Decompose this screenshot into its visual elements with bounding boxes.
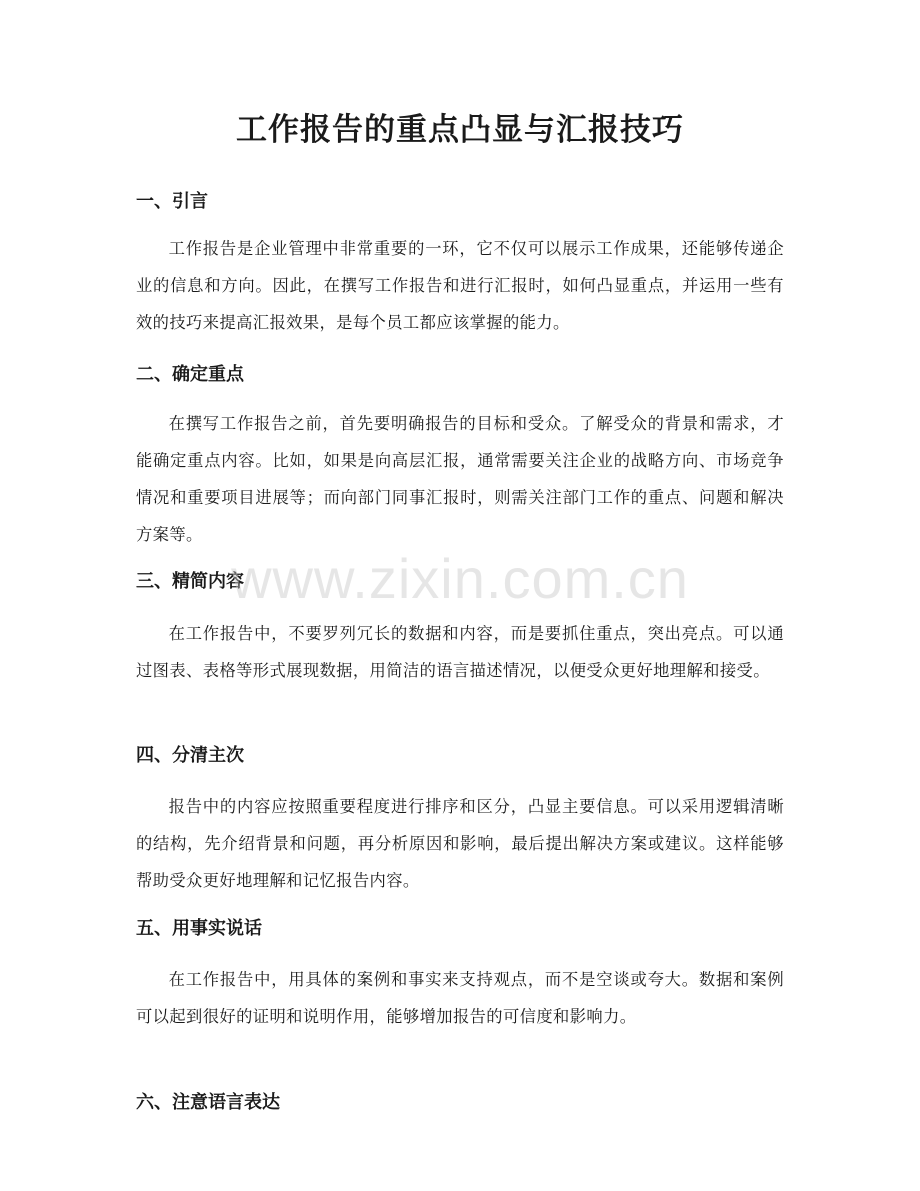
section-heading-language: 六、注意语言表达 <box>136 1092 280 1113</box>
section-paragraph-determine-focus: 在撰写工作报告之前，首先要明确报告的目标和受众。了解受众的背景和需求，才能确定重点内容。比如，如果是向高层汇报，通常需要关注企业的战略方向、市场竞争情况和重要项目进展等；而向部门同事汇报时，则需关注部门工作的重点、问题和解决方案等。 <box>136 414 784 544</box>
section-heading-prioritize: 四、分清主次 <box>136 745 244 766</box>
section-paragraph-introduction: 工作报告是企业管理中非常重要的一环，它不仅可以展示工作成果，还能够传递企业的信息和方向。因此，在撰写工作报告和进行汇报时，如何凸显重点，并运用一些有效的技巧来提高汇报效果，是每个员工都应该掌握的能力。 <box>136 239 784 332</box>
section-heading-introduction: 一、引言 <box>136 191 208 212</box>
section-heading-facts: 五、用事实说话 <box>136 918 262 939</box>
section-paragraph-prioritize: 报告中的内容应按照重要程度进行排序和区分，凸显主要信息。可以采用逻辑清晰的结构，先介绍背景和问题，再分析原因和影响，最后提出解决方案或建议。这样能够帮助受众更好地理解和记忆报告内容。 <box>136 797 784 890</box>
section-heading-streamline-content: 三、精简内容 <box>136 571 244 592</box>
section-paragraph-streamline-content: 在工作报告中，不要罗列冗长的数据和内容，而是要抓住重点，突出亮点。可以通过图表、表格等形式展现数据，用简洁的语言描述情况，以便受众更好地理解和接受。 <box>136 624 784 680</box>
watermark-text: www.zixin.com.cn <box>231 547 689 610</box>
section-paragraph-facts: 在工作报告中，用具体的案例和事实来支持观点，而不是空谈或夸大。数据和案例可以起到很好的证明和说明作用，能够增加报告的可信度和影响力。 <box>136 970 784 1026</box>
section-heading-determine-focus: 二、确定重点 <box>136 364 244 385</box>
document-title: 工作报告的重点凸显与汇报技巧 <box>236 112 684 148</box>
